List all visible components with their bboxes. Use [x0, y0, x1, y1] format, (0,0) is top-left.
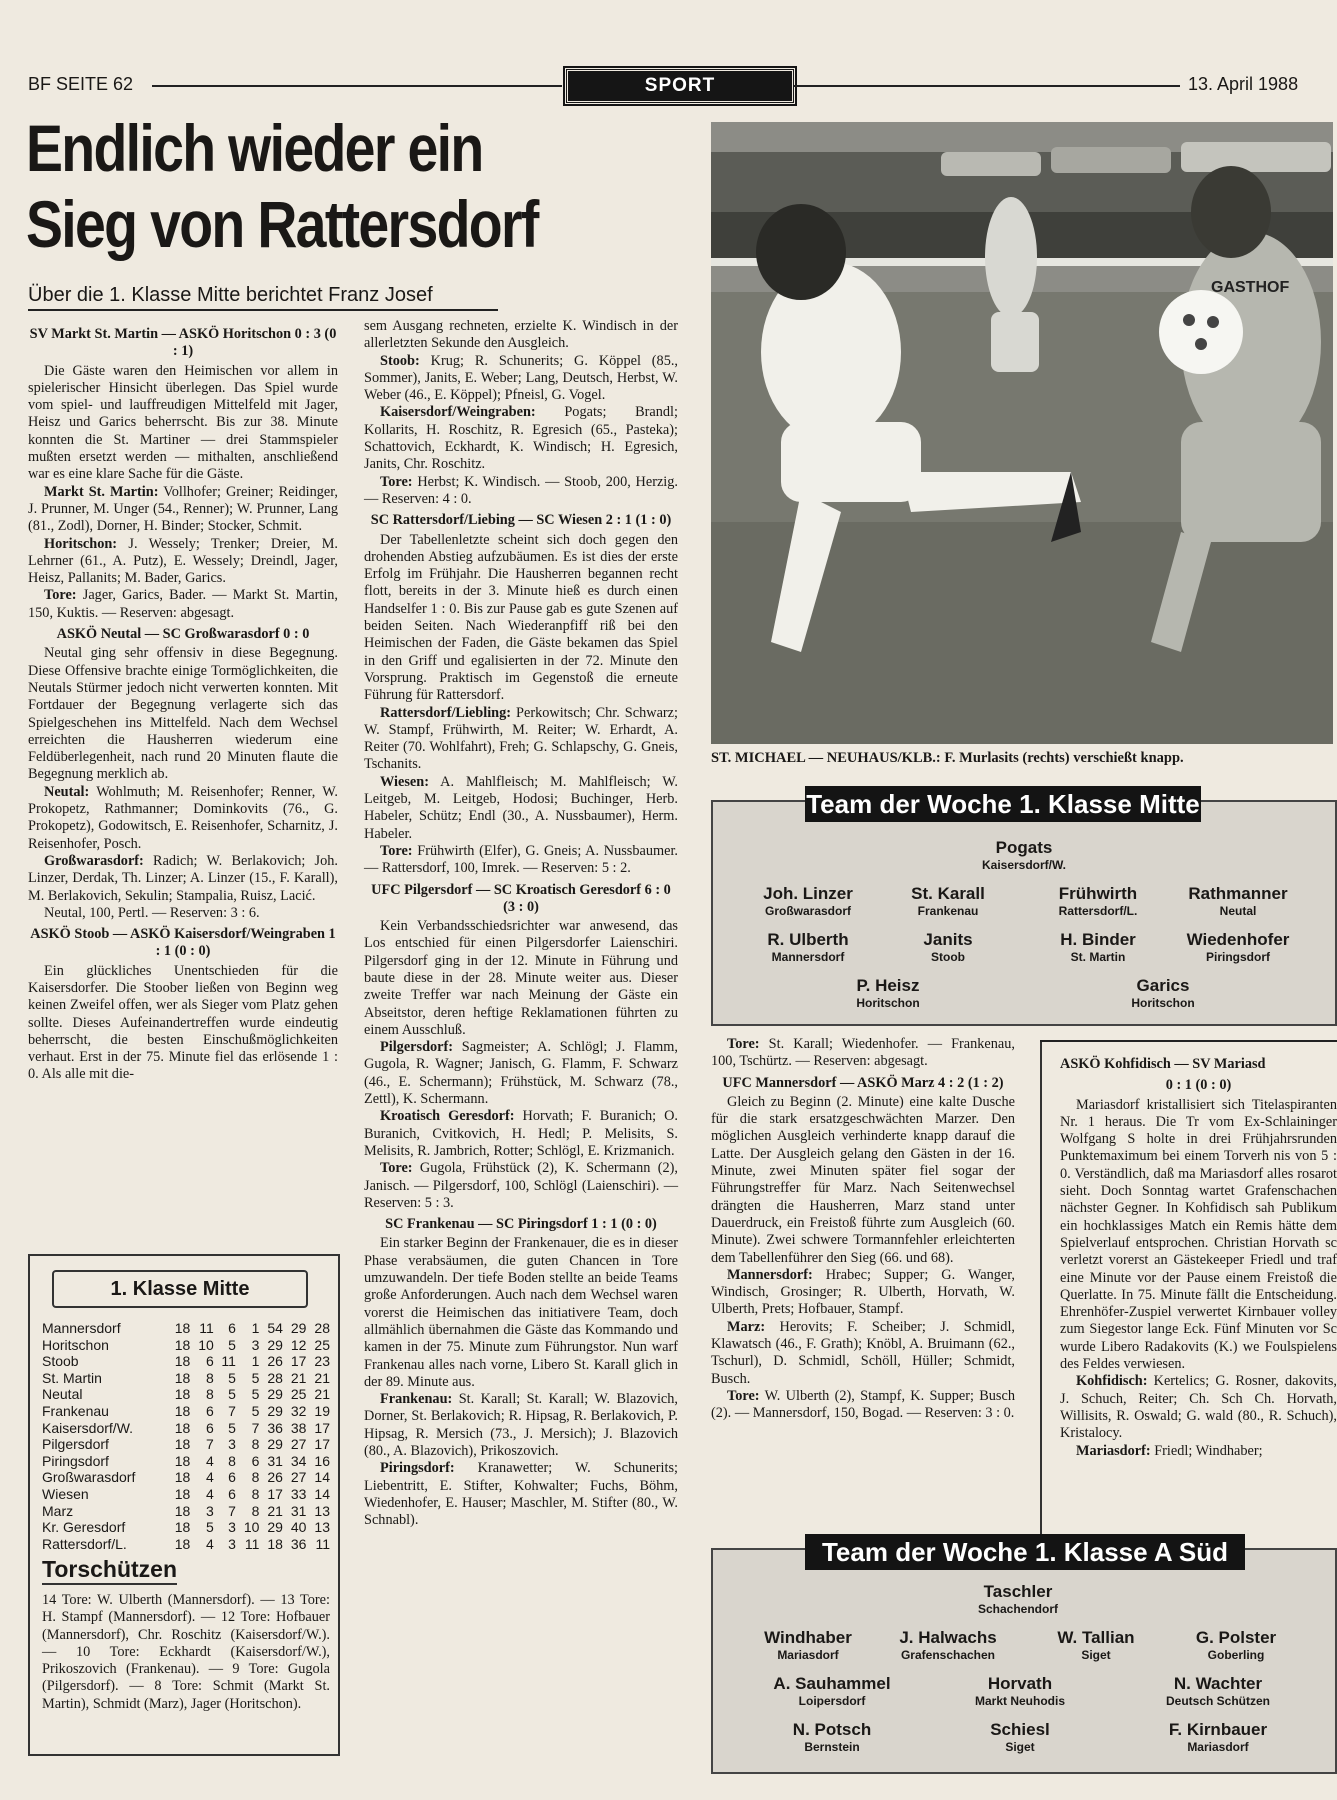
table-cell: 40	[290, 1519, 307, 1536]
team-player: W. Tallian Siget	[1057, 1628, 1135, 1662]
table-cell-team: Marz	[42, 1502, 74, 1519]
table-cell: 16	[314, 1452, 330, 1469]
goals: Tore: Frühwirth (Elfer), G. Gneis; A. Nussbaumer. — Rattersdorf, 100, Imrek. — Reserven: 5 : 2.	[364, 842, 678, 877]
photo-caption: ST. MICHAEL — NEUHAUS/KLB.: F. Murlasits (rechts) verschießt knapp.	[711, 750, 1184, 766]
table-cell-team: Horitschon	[42, 1336, 109, 1353]
table-cell: 7	[228, 1402, 236, 1419]
table-cell: 8	[251, 1485, 260, 1502]
table-cell: 8	[251, 1469, 260, 1486]
lineup: Kroatisch Geresdorf: Horvath; F. Buranich; O. Buranich, Cvitkovich, H. Hedl; P. Melisits, S. Melisits, R. Jambrich, Rotter; Schlögl, E. Krizmanich.	[364, 1108, 678, 1159]
match-title: ASKÖ Neutal — SC Großwarasdorf 0 : 0	[56, 626, 310, 643]
table-cell: 25	[314, 1336, 330, 1353]
table-cell: 18	[174, 1485, 191, 1502]
table-cell-team: Rattersdorf/L.	[42, 1535, 127, 1552]
table-cell: 33	[290, 1485, 307, 1502]
table-cell: 6	[251, 1452, 260, 1469]
table-cell: 7	[251, 1419, 260, 1436]
table-cell: 18	[174, 1436, 191, 1453]
team-player: A. Sauhammel Loipersdorf	[773, 1674, 891, 1708]
table-cell: 5	[228, 1336, 236, 1353]
goals: Tore: St. Karall; Wiedenhofer. — Frankenau, 100, Tschürtz. — Reserven: abgesagt.	[711, 1036, 1015, 1070]
team-player: Wiedenhofer Piringsdorf	[1186, 930, 1290, 964]
table-cell: 5	[228, 1386, 236, 1403]
scorers-title: Torschützen	[42, 1556, 177, 1585]
match-report: Ein glückliches Unentschieden für die Kaisersdorfer. Die Stoober ließen von Beginn weg keinen Zweifel offen, wer als Sieger vom Platz gehen sollte. Dieses Aufeinandertreffen wurde eindeutig beherrscht, die besten Einschußmöglichkeiten verhaut. Erst in der 75. Minute fiel das erlösende 1 : 0. Als alle mit die-	[28, 962, 338, 1083]
lineup: Marz: Herovits; F. Scheiber; J. Schmidl, Klawatsch (46., F. Grath); Knöbl, A. Bruimann (62., Tschurl), D. Schmidl, Schöll, Hüller; Schmidt, Busch.	[711, 1318, 1015, 1387]
team-player: Windhaber Mariasdorf	[764, 1628, 852, 1662]
lineup: Neutal: Wohlmuth; M. Reisenhofer; Renner, W. Prokopetz, Rathmanner; Dominkovits (76., G. Prokopetz), Godowitsch, E. Reisenhofer, Scharnitz, J. Reisenhofer, Posch.	[28, 783, 338, 852]
table-cell: 18	[174, 1535, 191, 1552]
table-cell: 10	[198, 1336, 214, 1353]
table-row	[42, 1436, 330, 1453]
table-cell: 29	[267, 1519, 283, 1536]
table-cell: 54	[267, 1320, 283, 1336]
table-cell: 5	[228, 1419, 236, 1436]
table-row	[42, 1536, 330, 1553]
table-cell: 36	[290, 1535, 307, 1552]
table-cell: 1	[251, 1353, 260, 1370]
team-player: J. Halwachs Grafenschachen	[899, 1628, 997, 1662]
table-cell: 26	[267, 1353, 283, 1370]
table-row	[42, 1320, 330, 1337]
lineup: Markt St. Martin: Vollhofer; Greiner; Reidinger, J. Prunner, M. Unger (54., Renner); W. Prunner, Lang (81., Zodl), Dorner, H. Binder; Stocker, Schmit.	[28, 483, 338, 535]
match-title: UFC Pilgersdorf — SC Kroatisch Geresdorf 6 : 0 (3 : 0)	[371, 881, 671, 915]
table-cell: 7	[228, 1502, 236, 1519]
table-cell: 18	[174, 1469, 191, 1486]
match-photo	[711, 122, 1333, 744]
match-report: Gleich zu Beginn (2. Minute) eine kalte Dusche für die stark ersatzgeschwächten Marzer. Den möglichen Ausgleich verhinderte knapp darauf die Latte. Der Ausgleich gelang den Gästen in der 16. Minute, zwei Minuten später fiel sogar der Führungstreffer für Marz. Nach Seitenwechsel drängten die Hausherren, Marz stand unter Dauerdruck, ein Freistoß führte zum Ausgleich (60. Minute). Zwei schwere Tormannfehler erleichterten dem Tabellenführer den Sieg (66. und 68).	[711, 1093, 1015, 1266]
headline-line-1: Endlich wieder ein	[26, 111, 483, 185]
lineup: Wiesen: A. Mahlfleisch; M. Mahlfleisch; W. Leitgeb, M. Leitgeb, Hodosi; Buchinger, Herb. Habeler, Schütz; Endl (30., A. Nussbaumer), Herm. Habeler.	[364, 773, 678, 842]
football-photo-illustration	[711, 122, 1333, 744]
lineup: Kaisersdorf/Weingraben: Pogats; Brandl; Kollarits, H. Roschitz, R. Egresich (65., Pasteka); Schattovich, Eckhardt, K. Windisch; H. Egresich, Janits, Chr. Roschitz.	[364, 404, 678, 473]
table-cell: 11	[244, 1535, 260, 1552]
table-cell: 18	[174, 1519, 191, 1536]
table-cell: 6	[228, 1469, 236, 1486]
team-player: G. Polster Goberling	[1195, 1628, 1277, 1662]
goals: Tore: Gugola, Frühstück (2), K. Schermann (2), Janisch. — Pilgersdorf, 100, Schlögl (Laienschiri). — Reserven: 5 : 3.	[364, 1160, 678, 1211]
table-cell-team: Frankenau	[42, 1402, 109, 1419]
table-cell: 18	[174, 1353, 191, 1370]
table-cell-team: Mannersdorf	[42, 1320, 121, 1336]
table-cell: 8	[206, 1369, 214, 1386]
team-of-week-mitte	[711, 789, 1337, 1026]
headline	[26, 110, 580, 262]
table-cell: 6	[206, 1402, 214, 1419]
table-cell: 5	[251, 1402, 260, 1419]
match-score: 0 : 1 (0 : 0)	[1165, 1077, 1232, 1094]
table-cell-team: Wiesen	[42, 1485, 89, 1502]
table-cell-team: Neutal	[42, 1386, 83, 1403]
lineup: Piringsdorf: Kranawetter; W. Schunerits; Liebentritt, E. Stifter, Kohwalter; Fuchs, Böhm, Wiedenhofer, E. Hauser; Maschler, M. Stifter (80., W. Schnabl).	[364, 1460, 678, 1529]
table-cell: 3	[206, 1502, 214, 1519]
team-sued-title: Team der Woche 1. Klasse A Süd	[805, 1534, 1245, 1570]
standings-table	[42, 1320, 330, 1552]
team-player: Janits Stoob	[923, 930, 973, 964]
team-player: H. Binder St. Martin	[1060, 930, 1136, 964]
headline-line-2: Sieg von Rattersdorf	[26, 187, 538, 261]
table-cell: 18	[267, 1535, 283, 1552]
table-cell-team: Piringsdorf	[42, 1452, 109, 1469]
table-cell: 28	[267, 1369, 283, 1386]
scorers-list: 14 Tore: W. Ulberth (Mannersdorf). — 13 Tore: H. Stampf (Mannersdorf). — 12 Tore: Hofbauer (Mannersdorf), Chr. Roschitz (Kaisersdorf/W.). — 10 Tore: Eckhardt (Kaisersdorf/W.), Prikoszovich (Frankenau). — 9 Tore: Gugola (Pilgersdorf). — 8 Tore: Schmit (Markt St. Martin), Schmidt (Marz), Jager (Horitschon).	[42, 1592, 330, 1712]
column-divider	[1040, 1040, 1042, 1544]
table-cell: 3	[228, 1535, 236, 1552]
table-cell: 31	[290, 1502, 307, 1519]
table-cell: 25	[290, 1386, 307, 1403]
column-4-top-rule	[1040, 1040, 1337, 1042]
table-cell: 21	[267, 1502, 283, 1519]
goals: Tore: W. Ulberth (2), Stampf, K. Supper; Busch (2). — Mannersdorf, 150, Bogad. — Reserven: 3 : 0.	[711, 1387, 1015, 1422]
match-title: SV Markt St. Martin — ASKÖ Horitschon 0 : 3 (0 : 1)	[29, 326, 337, 360]
lineup: Großwarasdorf: Radich; W. Berlakovich; Joh. Linzer, Derdak, Th. Linzer; A. Linzer (15., F. Karall), M. Berlakovich, Sekulin; Stampalia, Ruisz, Lacić.	[28, 852, 338, 904]
table-cell: 4	[206, 1485, 214, 1502]
table-cell: 31	[267, 1452, 283, 1469]
table-row	[42, 1403, 330, 1420]
header-rule-left	[152, 85, 562, 87]
table-cell: 13	[314, 1502, 330, 1519]
table-cell: 7	[206, 1436, 214, 1453]
team-player: R. Ulberth Mannersdorf	[767, 930, 849, 964]
table-cell: 38	[290, 1419, 307, 1436]
table-cell: 28	[314, 1320, 330, 1336]
team-player: Horvath Markt Neuhodis	[974, 1674, 1065, 1708]
match-report: Kein Verbandsschiedsrichter war anwesend, das Los entschied für einen Pilgersdorfer Laienschiri. Pilgersdorf ging in der 12. Minute in Führung und baute diese in der 28. Minute weiter aus. Dieser zweite Treffer war nach Meinung der Gäste ein Abseitstor, deren heftige Reklamationen führten zu einem Ausschluß.	[364, 918, 678, 1038]
table-cell: 18	[174, 1386, 191, 1403]
table-cell: 13	[314, 1519, 330, 1536]
table-cell: 29	[267, 1336, 283, 1353]
table-cell: 6	[206, 1353, 214, 1370]
table-cell: 4	[206, 1535, 214, 1552]
team-player: P. Heisz Horitschon	[856, 976, 920, 1010]
table-row	[42, 1469, 330, 1486]
table-cell: 14	[314, 1485, 330, 1502]
table-cell: 10	[243, 1519, 260, 1536]
table-cell: 21	[314, 1386, 330, 1403]
team-mitte-title: Team der Woche 1. Klasse Mitte	[805, 786, 1201, 822]
table-cell: 8	[228, 1452, 236, 1469]
table-row	[42, 1519, 330, 1536]
column-2	[364, 318, 678, 1529]
team-player: Rathmanner Neutal	[1188, 884, 1288, 918]
team-player: N. Potsch Bernstein	[792, 1720, 872, 1754]
table-cell: 11	[315, 1535, 330, 1552]
table-cell-team: Kr. Geresdorf	[42, 1519, 126, 1536]
match-report: sem Ausgang rechneten, erzielte K. Windisch in der allerletzten Sekunde den Ausgleich.	[364, 318, 678, 352]
table-cell: 4	[206, 1469, 214, 1486]
team-player: Garics Horitschon	[1131, 976, 1195, 1010]
column-4	[1060, 1052, 1337, 1544]
table-cell: 18	[174, 1369, 191, 1386]
table-row	[42, 1353, 330, 1370]
table-cell: 27	[290, 1469, 307, 1486]
table-cell: 11	[221, 1353, 236, 1370]
table-cell-team: Kaisersdorf/W.	[42, 1419, 134, 1436]
table-cell: 5	[251, 1369, 260, 1386]
table-cell: 27	[290, 1436, 307, 1453]
team-player: F. Kirnbauer Mariasdorf	[1168, 1720, 1268, 1754]
table-cell-team: Großwarasdorf	[42, 1469, 136, 1486]
header-rule-right	[794, 85, 1180, 87]
table-cell: 6	[228, 1485, 236, 1502]
table-row	[42, 1503, 330, 1520]
team-player: N. Wachter Deutsch Schützen	[1165, 1674, 1270, 1708]
table-cell: 6	[228, 1320, 236, 1336]
standings-title: 1. Klasse Mitte	[52, 1270, 308, 1308]
lineup: Horitschon: J. Wessely; Trenker; Dreier, M. Lehrner (61., A. Putz), E. Wessely; Dreindl, Jager, Heisz, Pallanits; M. Bader, Garics.	[28, 535, 338, 587]
table-row	[42, 1370, 330, 1387]
table-cell: 5	[228, 1369, 236, 1386]
match-report: Ein starker Beginn der Frankenauer, die es in dieser Phase verabsäumen, die guten Chancen in Tore umzuwandeln. Der tiefe Boden stellte an beide Teams große Anforderungen. Auch nach dem Wechsel waren vorerst die Heimischen das initiativere Team, doch allmählich übernahmen die Gäste das Kommando und kamen in der 75. Minute zum Führungstor. Nun warf Frankenau alles nach vorne, Libero St. Karall glich in der 89. Minute aus.	[364, 1235, 678, 1390]
section-label: SPORT	[565, 68, 795, 104]
table-cell: 17	[314, 1419, 330, 1436]
table-cell: 29	[267, 1436, 283, 1453]
table-row	[42, 1453, 330, 1470]
table-cell: 4	[206, 1452, 214, 1469]
team-of-week-sued	[711, 1537, 1337, 1774]
lineup: Frankenau: St. Karall; St. Karall; W. Blazovich, Dorner, St. Berlakovich; R. Hipsag, R. Berlakovich, P. Hipsag, R. Mersich (73., J. Mersich); J. Blazovich (80., A. Blazovich), Prikoszovich.	[364, 1391, 678, 1459]
table-cell: 3	[251, 1336, 260, 1353]
table-row	[42, 1486, 330, 1503]
table-cell: 8	[206, 1386, 214, 1403]
table-cell: 8	[251, 1436, 260, 1453]
table-cell: 18	[174, 1320, 191, 1336]
table-cell: 17	[267, 1485, 283, 1502]
table-cell: 29	[267, 1402, 283, 1419]
table-cell: 34	[290, 1452, 307, 1469]
team-player: Frühwirth Rattersdorf/L.	[1058, 884, 1138, 918]
match-report: Die Gäste waren den Heimischen vor allem in spielerischer Hinsicht überlegen. Das Spiel wurde vom spiel- und lauffreudigen Mittelfeld mit Jager, Heisz und Garics beherrscht. Bis zur 38. Minute konnten die St. Martiner — drei Stammspieler mußten ersetzt werden — mithalten, anschließend war es eine klare Sache für die Gäste.	[28, 362, 338, 483]
table-cell: 5	[206, 1519, 214, 1536]
table-cell: 21	[290, 1369, 307, 1386]
column-1	[28, 322, 338, 1084]
team-player: St. Karall Frankenau	[911, 884, 985, 918]
team-player: Schiesl Siget	[990, 1720, 1050, 1754]
table-cell: 18	[174, 1419, 191, 1436]
table-cell: 12	[290, 1336, 307, 1353]
match-report: Der Tabellenletzte scheint sich doch gegen den drohenden Abstieg aufzubäumen. Es ist dies der erste Erfolg im Frühjahr. Die Hausherren begannen recht flott, bereits in der 3. Minute hieß es durch einen Handselfer 1 : 0. Bis zur Pause gab es gute Szenen auf beiden Seiten. Nach Wiederanpfiff riß bei den Heimischen der Faden, die Gäste bekamen das Spiel in den Griff und egalisierten in der 72. Minute den Vorsprung. Praktisch im Gegenstoß die erneute Führung für Rattersdorf.	[364, 531, 678, 704]
shirt-lettering: GASTHOF	[1211, 279, 1290, 296]
table-cell: 19	[314, 1402, 330, 1419]
table-cell: 26	[267, 1469, 283, 1486]
table-row	[42, 1420, 330, 1437]
lineup: Mariasdorf: Friedl; Windhaber;	[1076, 1442, 1263, 1459]
team-player: Pogats Kaisersdorf/W.	[981, 838, 1067, 872]
standings-box	[28, 1254, 340, 1756]
page-number: BF SEITE 62	[28, 74, 134, 94]
match-title: ASKÖ Stoob — ASKÖ Kaisersdorf/Weingraben 1 : 1 (0 : 0)	[30, 926, 336, 960]
match-title: SC Frankenau — SC Piringsdorf 1 : 1 (0 : 0)	[385, 1216, 657, 1233]
lineup: Pilgersdorf: Sagmeister; A. Schlögl; J. Flamm, Gugola, R. Wagner; Janisch, G. Flamm, F. Schwarz (46., E. Schermann); Frühstück, M. Schwarz (78., Zettl), K. Schermann.	[364, 1039, 678, 1108]
table-cell: 29	[267, 1386, 283, 1403]
table-cell: 18	[174, 1452, 191, 1469]
column-3	[711, 1036, 1015, 1423]
issue-date: 13. April 1988	[1188, 74, 1299, 94]
match-report: Mariasdorf kristallisiert sich Titelaspiranten Nr. 1 heraus. Die Tr vom Ex-Schlaininger Wolfgang S holte in drei Frühjahrsrunden Punktemaximum bei einem Torverh nis von 5 : 0. Verständlich, daß ma Mariasdorf alles rosarot sieht. Doch Sonntag wartet Grafenschachen nächster Gegner. In Kohfidisch sah Publikum ein hochklassiges Match ein Remis hätte dem Spielverlauf entsprochen. Christian Horvath sc verletzt vorerst an Gästekeeper Friedl und traf eine Minute vor der Pause einem Freistoß die Querlatte. In 75. Minute fällt die Entscheidung. Ehrenhöfer-Zuspiel verwertet Kirnbauer volley zum Siegestor lange Eck. Fünf Minuten vor Sc wurde Libero Radakovits (K.) we Foulspielens des Feldes verwiesen.	[1060, 1096, 1337, 1373]
match-title: ASKÖ Kohfidisch — SV Mariasd	[1060, 1056, 1266, 1072]
table-cell: 8	[251, 1502, 260, 1519]
lineup: Mannersdorf: Hrabec; Supper; G. Wanger, Windisch, Grosinger; R. Ulberth, Horvath, W. Ulberth, Prets; Hofbauer, Stampf.	[711, 1266, 1015, 1318]
table-cell: 18	[174, 1502, 191, 1519]
table-cell: 5	[251, 1386, 260, 1403]
table-cell-team: St. Martin	[42, 1369, 102, 1386]
match-title: SC Rattersdorf/Liebing — SC Wiesen 2 : 1 (1 : 0)	[370, 512, 672, 529]
goals: Tore: Jager, Garics, Bader. — Markt St. Martin, 150, Kuktis. — Reserven: abgesagt.	[28, 587, 339, 621]
table-cell: 32	[290, 1402, 307, 1419]
table-cell: 18	[174, 1402, 191, 1419]
table-cell: 17	[314, 1436, 330, 1453]
table-cell: 21	[314, 1369, 330, 1386]
table-cell: 1	[251, 1320, 260, 1336]
table-cell: 3	[228, 1519, 236, 1536]
table-row	[42, 1386, 330, 1403]
lineup: Rattersdorf/Liebling: Perkowitsch; Chr. Schwarz; W. Stampf, Frühwirth, M. Reiter; W. Erhardt, A. Reiter (70. Wohlfahrt), Freh; G. Schlapschy, G. Gneis, Tschanits.	[364, 704, 679, 773]
table-cell: 11	[199, 1320, 214, 1336]
table-cell: 17	[290, 1353, 307, 1370]
lineup: Stoob: Krug; R. Schunerits; G. Köppel (85., Sommer), Janits, E. Weber; Lang, Deutsch, Herbst, W. Weber (46., E. Köppel); Pfneisl, G. Vogel.	[364, 352, 679, 404]
table-cell: 36	[267, 1419, 283, 1436]
table-cell: 6	[206, 1419, 214, 1436]
match-report: Neutal ging sehr offensiv in diese Begegnung. Diese Offensive brachte einige Tormöglichkeiten, die Neutals Stürmer jedoch nicht verwerten konnten. Mit Fortdauer der Begegnung verlagerte sich das Spielgeschehen ins Mittelfeld. Nach dem Wechsel erreichten die Hausherren wiederum eine Feldüberlegenheit, nach rund 20 Minuten flaute die Begegnung merklich ab.	[28, 645, 338, 783]
byline: Über die 1. Klasse Mitte berichtet Franz Josef	[28, 284, 498, 311]
lineup: Kohfidisch: Kertelics; G. Rosner, dakovits, J. Schuch, Reiter; Ch. Sch Ch. Horvath, Willisits, R. Oswald; G. wald (80., R. Schuch), Kristalocy.	[1060, 1373, 1337, 1442]
match-title: UFC Mannersdorf — ASKÖ Marz 4 : 2 (1 : 2)	[722, 1074, 1004, 1091]
table-cell: 14	[314, 1469, 330, 1486]
table-cell: 3	[228, 1436, 236, 1453]
team-player: Joh. Linzer Großwarasdorf	[763, 884, 853, 918]
table-cell: 18	[174, 1336, 191, 1353]
goals: Neutal, 100, Pertl. — Reserven: 3 : 6.	[44, 904, 260, 921]
table-cell: 29	[290, 1320, 307, 1336]
table-cell-team: Pilgersdorf	[42, 1436, 109, 1453]
table-row	[42, 1337, 330, 1354]
table-cell: 23	[314, 1353, 330, 1370]
goals: Tore: Herbst; K. Windisch. — Stoob, 200, Herzig. — Reserven: 4 : 0.	[364, 473, 679, 507]
team-player: Taschler Schachendorf	[977, 1582, 1058, 1616]
table-cell-team: Stoob	[42, 1353, 79, 1370]
